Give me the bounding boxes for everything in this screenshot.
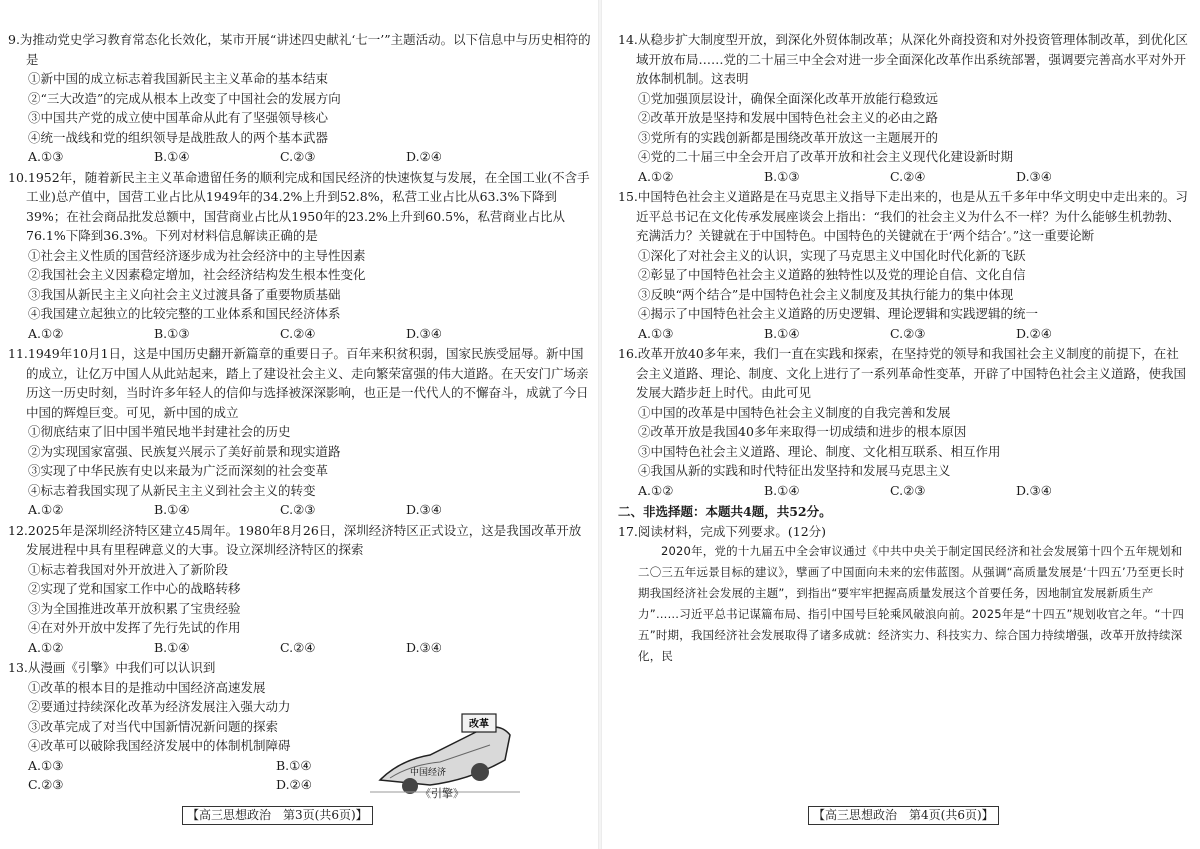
answer-choice[interactable]: C.②④ <box>280 325 316 341</box>
answer-choice[interactable]: B.①④ <box>154 502 190 517</box>
left-page-footer: 【高三思想政治 第3页(共6页)】 <box>182 806 373 825</box>
answer-choice[interactable]: D.③④ <box>1016 482 1052 498</box>
statement-option: ②为实现国家富强、民族复兴展示了美好前景和现实道路 <box>28 443 341 459</box>
answer-choice[interactable]: A.①② <box>28 502 64 517</box>
answer-choice[interactable]: B.①④ <box>276 757 312 773</box>
cartoon-label-economy: 中国经济 <box>409 768 447 778</box>
statement-option: ①彻底结束了旧中国半殖民地半封建社会的历史 <box>28 424 291 439</box>
answer-choice[interactable]: B.①④ <box>764 325 800 341</box>
left-page <box>8 30 592 796</box>
answer-choice[interactable]: C.②③ <box>890 482 926 498</box>
statement-option: ②要通过持续深化改革为经济发展注入强大动力 <box>28 699 291 714</box>
statement-option: ④统一战线和党的组织领导是战胜敌人的两个基本武器 <box>28 129 329 145</box>
answer-choices <box>8 324 592 344</box>
question-17-stem: 17.阅读材料，完成下列要求。(12分) <box>618 523 827 539</box>
answer-choice[interactable]: A.①③ <box>28 757 64 773</box>
answer-choice[interactable]: D.②④ <box>1016 325 1052 341</box>
statement-option: ④党的二十届三中全会开启了改革开放和社会主义现代化建设新时期 <box>638 149 1014 164</box>
statement-option: ①社会主义性质的国营经济逐步成为社会经济中的主导性因素 <box>28 247 366 263</box>
question-stem: 13.从漫画《引擎》中我们可以认识到 <box>8 660 216 675</box>
statement-option: ②改革开放是我国40多年来取得一切成绩和进步的根本原因 <box>638 424 967 439</box>
answer-choice[interactable]: C.②④ <box>890 168 926 184</box>
question-block <box>8 521 592 658</box>
answer-choices <box>8 638 592 658</box>
right-page-footer: 【高三思想政治 第4页(共6页)】 <box>808 806 999 825</box>
statement-option: ②改革开放是坚持和发展中国特色社会主义的必由之路 <box>638 110 939 125</box>
answer-choice[interactable]: B.①④ <box>764 482 800 498</box>
answer-choice[interactable]: B.①③ <box>154 325 190 341</box>
answer-choice[interactable]: C.②④ <box>280 639 316 655</box>
answer-choice[interactable]: C.②③ <box>280 149 316 164</box>
answer-choices <box>8 147 592 167</box>
statement-option: ①新中国的成立标志着我国新民主主义革命的基本结束 <box>28 71 329 86</box>
answer-choice[interactable]: A.①② <box>28 325 64 341</box>
answer-choices <box>8 756 358 795</box>
answer-choice[interactable]: B.①④ <box>154 639 190 655</box>
statement-option: ③改革完成了对当代中国新情况新问题的探索 <box>28 718 279 734</box>
answer-choice[interactable]: C.②③ <box>28 777 64 792</box>
statement-option: ③反映“两个结合”是中国特色社会主义制度及其执行能力的集中体现 <box>638 286 1014 302</box>
statement-option: ③中国共产党的成立使中国革命从此有了坚强领导核心 <box>28 110 329 125</box>
answer-choice[interactable]: A.①③ <box>638 325 674 341</box>
page-fold <box>598 0 602 849</box>
statement-option: ①改革的根本目的是推动中国经济高速发展 <box>28 679 266 695</box>
statement-option: ④在对外开放中发挥了先行先试的作用 <box>28 620 241 635</box>
statement-option: ①党加强顶层设计，确保全面深化改革开放能行稳致远 <box>638 90 939 106</box>
question-block <box>618 30 1188 186</box>
statement-option: ③中国特色社会主义道路、理论、制度、文化相互联系、相互作用 <box>638 443 1001 459</box>
statement-option: ②实现了党和国家工作中心的战略转移 <box>28 581 241 596</box>
answer-choice[interactable]: D.③④ <box>406 325 442 341</box>
answer-choices <box>618 481 1188 501</box>
answer-choice[interactable]: A.①② <box>638 168 674 184</box>
statement-option: ③为全国推进改革开放积累了宝贵经验 <box>28 600 241 616</box>
statement-option: ③实现了中华民族有史以来最为广泛而深刻的社会变革 <box>28 463 329 478</box>
question-stem: 15.中国特色社会主义道路是在马克思主义指导下走出来的，也是从五千多年中华文明史中走出来的。习近平总书记在文化传承发展座谈会上指出：“我们的社会主义为什么不一样？为什么能够生机勃勃、充满活力？关键就在于中国特色。中国特色的关键就在于‘两个结合’。”这一重要论断 <box>618 189 1188 243</box>
statement-option: ④改革可以破除我国经济发展中的体制机制障碍 <box>28 738 291 753</box>
cartoon-caption: 《引擎》 <box>420 787 464 800</box>
answer-choice[interactable]: D.②④ <box>406 149 442 164</box>
statement-option: ④标志着我国实现了从新民主主义到社会主义的转变 <box>28 482 316 498</box>
answer-choice[interactable]: A.①② <box>28 639 64 655</box>
answer-choice[interactable]: A.①③ <box>28 149 64 164</box>
statement-option: ①深化了对社会主义的认识，实现了马克思主义中国化时代化新的飞跃 <box>638 247 1026 263</box>
right-page <box>618 30 1188 667</box>
answer-choices <box>8 500 592 520</box>
question-block <box>8 168 592 344</box>
section-heading: 二、非选择题：本题共4题，共52分。 <box>618 504 832 519</box>
question-stem: 10.1952年，随着新民主主义革命遗留任务的顺利完成和国民经济的快速恢复与发展，在全国工业(不含手工业)总产值中，国营工业占比从1949年的34.2%上升到52.8%，私营工业占比从63.3%下降到39%；在社会商品批发总额中，国营商业占比从1950年的23.2%上升到60.5%，私营商业占比从76.1%下降到36.3%。下列对材料信息解读正确的是 <box>8 169 590 243</box>
question-stem: 9.为推动党史学习教育常态化长效化，某市开展“讲述四史献礼‘七一’”主题活动。以下信息中与历史相符的是 <box>8 32 591 67</box>
question-block <box>8 344 592 520</box>
answer-choice[interactable]: D.②④ <box>276 777 312 792</box>
statement-option: ④我国从新的实践和时代特征出发坚持和发展马克思主义 <box>638 463 951 478</box>
statement-option: ③党所有的实践创新都是围绕改革开放这一主题展开的 <box>638 129 939 145</box>
statement-option: ①中国的改革是中国特色社会主义制度的自我完善和发展 <box>638 404 951 420</box>
answer-choice[interactable]: C.②③ <box>280 502 316 517</box>
statement-option: ④揭示了中国特色社会主义道路的历史逻辑、理论逻辑和实践逻辑的统一 <box>638 306 1039 321</box>
answer-choice[interactable]: D.③④ <box>406 502 442 517</box>
answer-choices <box>618 324 1188 344</box>
answer-choice[interactable]: B.①③ <box>764 168 800 184</box>
question-stem: 14.从稳步扩大制度型开放，到深化外贸体制改革；从深化外商投资和对外投资管理体制改革，到优化区域开放布局……党的二十届三中全会对进一步全面深化改革作出系统部署，强调要完善高水平对外开放体制机制。这表明 <box>618 32 1188 86</box>
statement-option: ③我国从新民主主义向社会主义过渡具备了重要物质基础 <box>28 286 341 302</box>
answer-choice[interactable]: B.①④ <box>154 149 190 164</box>
question-block <box>618 187 1188 343</box>
cartoon-label-reform: 改革 <box>469 719 489 730</box>
question-block <box>8 30 592 167</box>
statement-option: ②彰显了中国特色社会主义道路的独特性以及党的理论自信、文化自信 <box>638 267 1026 282</box>
question-block <box>618 344 1188 500</box>
answer-choice[interactable]: D.③④ <box>1016 168 1052 184</box>
answer-choice[interactable]: D.③④ <box>406 639 442 655</box>
question-stem: 11.1949年10月1日，这是中国历史翻开新篇章的重要日子。百年来积贫积弱，国家民族受屈辱。新中国的成立，让亿万中国人从此站起来，踏上了建设社会主义、走向繁荣富强的伟大道路。在天安门广场亲历这一历史时刻，当时许多年轻人的信仰与选择被深深影响，也正是一代代人的不懈奋斗，成就了今日中国的辉煌巨变。可见，新中国的成立 <box>8 346 589 420</box>
answer-choices <box>618 167 1188 187</box>
answer-choice[interactable]: A.①② <box>638 482 674 498</box>
answer-choice[interactable]: C.②③ <box>890 325 926 341</box>
statement-option: ②我国社会主义因素稳定增加，社会经济结构发生根本性变化 <box>28 267 366 282</box>
statement-option: ④我国建立起独立的比较完整的工业体系和国民经济体系 <box>28 306 341 321</box>
statement-option: ②“三大改造”的完成从根本上改变了中国社会的发展方向 <box>28 90 341 106</box>
question-stem: 12.2025年是深圳经济特区建立45周年。1980年8月26日，深圳经济特区正式设立，这是我国改革开放发展进程中具有里程碑意义的大事。设立深圳经济特区的探索 <box>8 522 582 557</box>
question-stem: 16.改革开放40多年来，我们一直在实践和探索，在坚持党的领导和我国社会主义制度的前提下，在社会主义道路、理论、制度、文化上进行了一系列革命性变革，开辟了中国特色社会主义道路，使我国发展大踏步赶上时代。由此可见 <box>618 346 1187 400</box>
question-17-material: 2020年，党的十九届五中全会审议通过《中共中央关于制定国民经济和社会发展第十四个五年规划和二〇三五年远景目标的建议》，擘画了中国面向未来的宏伟蓝图。从强调“高质量发展是‘十四五’乃至更长时期我国经济社会发展的主题”，到指出“要牢牢把握高质量发展这个首要任务，因地制宜发展新质生产力”……习近平总书记谋篇布局、指引中国号巨轮乘风破浪向前。2025年是“十四五”规划收官之年。“十四五”时期，我国经济社会发展取得了诸多成就：经济实力、科技实力、综合国力持续增强，改革开放持续深化，民 <box>638 544 1185 663</box>
statement-option: ①标志着我国对外开放进入了新阶段 <box>28 561 229 577</box>
